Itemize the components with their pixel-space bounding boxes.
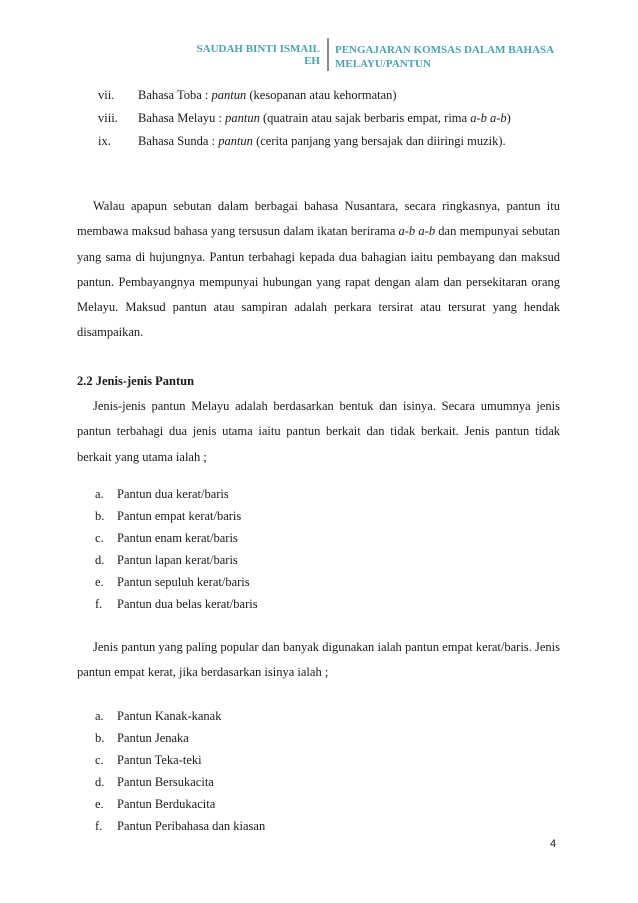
roman-marker: viii. [98, 111, 118, 125]
header-title [335, 43, 575, 71]
roman-item-ix [98, 134, 558, 148]
header-title-line-2: MELAYU/PANTUN [335, 58, 431, 70]
header-divider [327, 38, 329, 71]
paragraph-pantun-definition: Walau apapun sebutan dalam berbagai bahasa Nusantara, secara ringkasnya, pantun itu membawa maksud bahasa yang tersusun dalam ikatan berirama a-b a-b dan mempunyai sebutan yang sama di hujungnya. Pantun terbahagi kepada dua bahagian iaitu pembayang dan maksud pantun. Pembayangnya mempunyai hubungan yang rapat dengan alam dan persekitaran orang Melayu. Maksud pantun atau sampiran adalah perkara tersirat atau tersurat yang hendak disampaikan. [77, 199, 560, 340]
roman-item-viii [98, 111, 558, 125]
paragraph-pantun-empat-kerat: Jenis pantun yang paling popular dan banyak digunakan ialah pantun empat kerat/baris. Jenis pantun empat kerat, jika berdasarkan isinya ialah ; [77, 640, 560, 680]
header-title-line-1: PENGAJARAN KOMSAS DALAM BAHASA [335, 44, 555, 56]
page-number: 4 [550, 838, 557, 850]
roman-item-vii [98, 88, 558, 102]
roman-text: Bahasa Melayu : pantun (quatrain atau sajak berbaris empat, rima a-b a-b) [138, 111, 511, 125]
roman-text: Bahasa Sunda : pantun (cerita panjang yang bersajak dan diiringi muzik). [138, 134, 506, 148]
roman-text: Bahasa Toba : pantun (kesopanan atau kehormatan) [138, 88, 397, 102]
roman-marker: ix. [98, 134, 111, 148]
section-heading: 2.2 Jenis-jenis Pantun [77, 374, 195, 388]
roman-marker: vii. [98, 88, 115, 102]
header-author: SAUDAH BINTI ISMAIL EH [196, 43, 320, 67]
paragraph-jenis-pantun: Jenis-jenis pantun Melayu adalah berdasarkan bentuk dan isinya. Secara umumnya jenis pantun terbahagi dua jenis utama iaitu pantun berkait dan tidak berkait. Jenis pantun tidak berkait yang utama ialah ; [77, 399, 560, 464]
